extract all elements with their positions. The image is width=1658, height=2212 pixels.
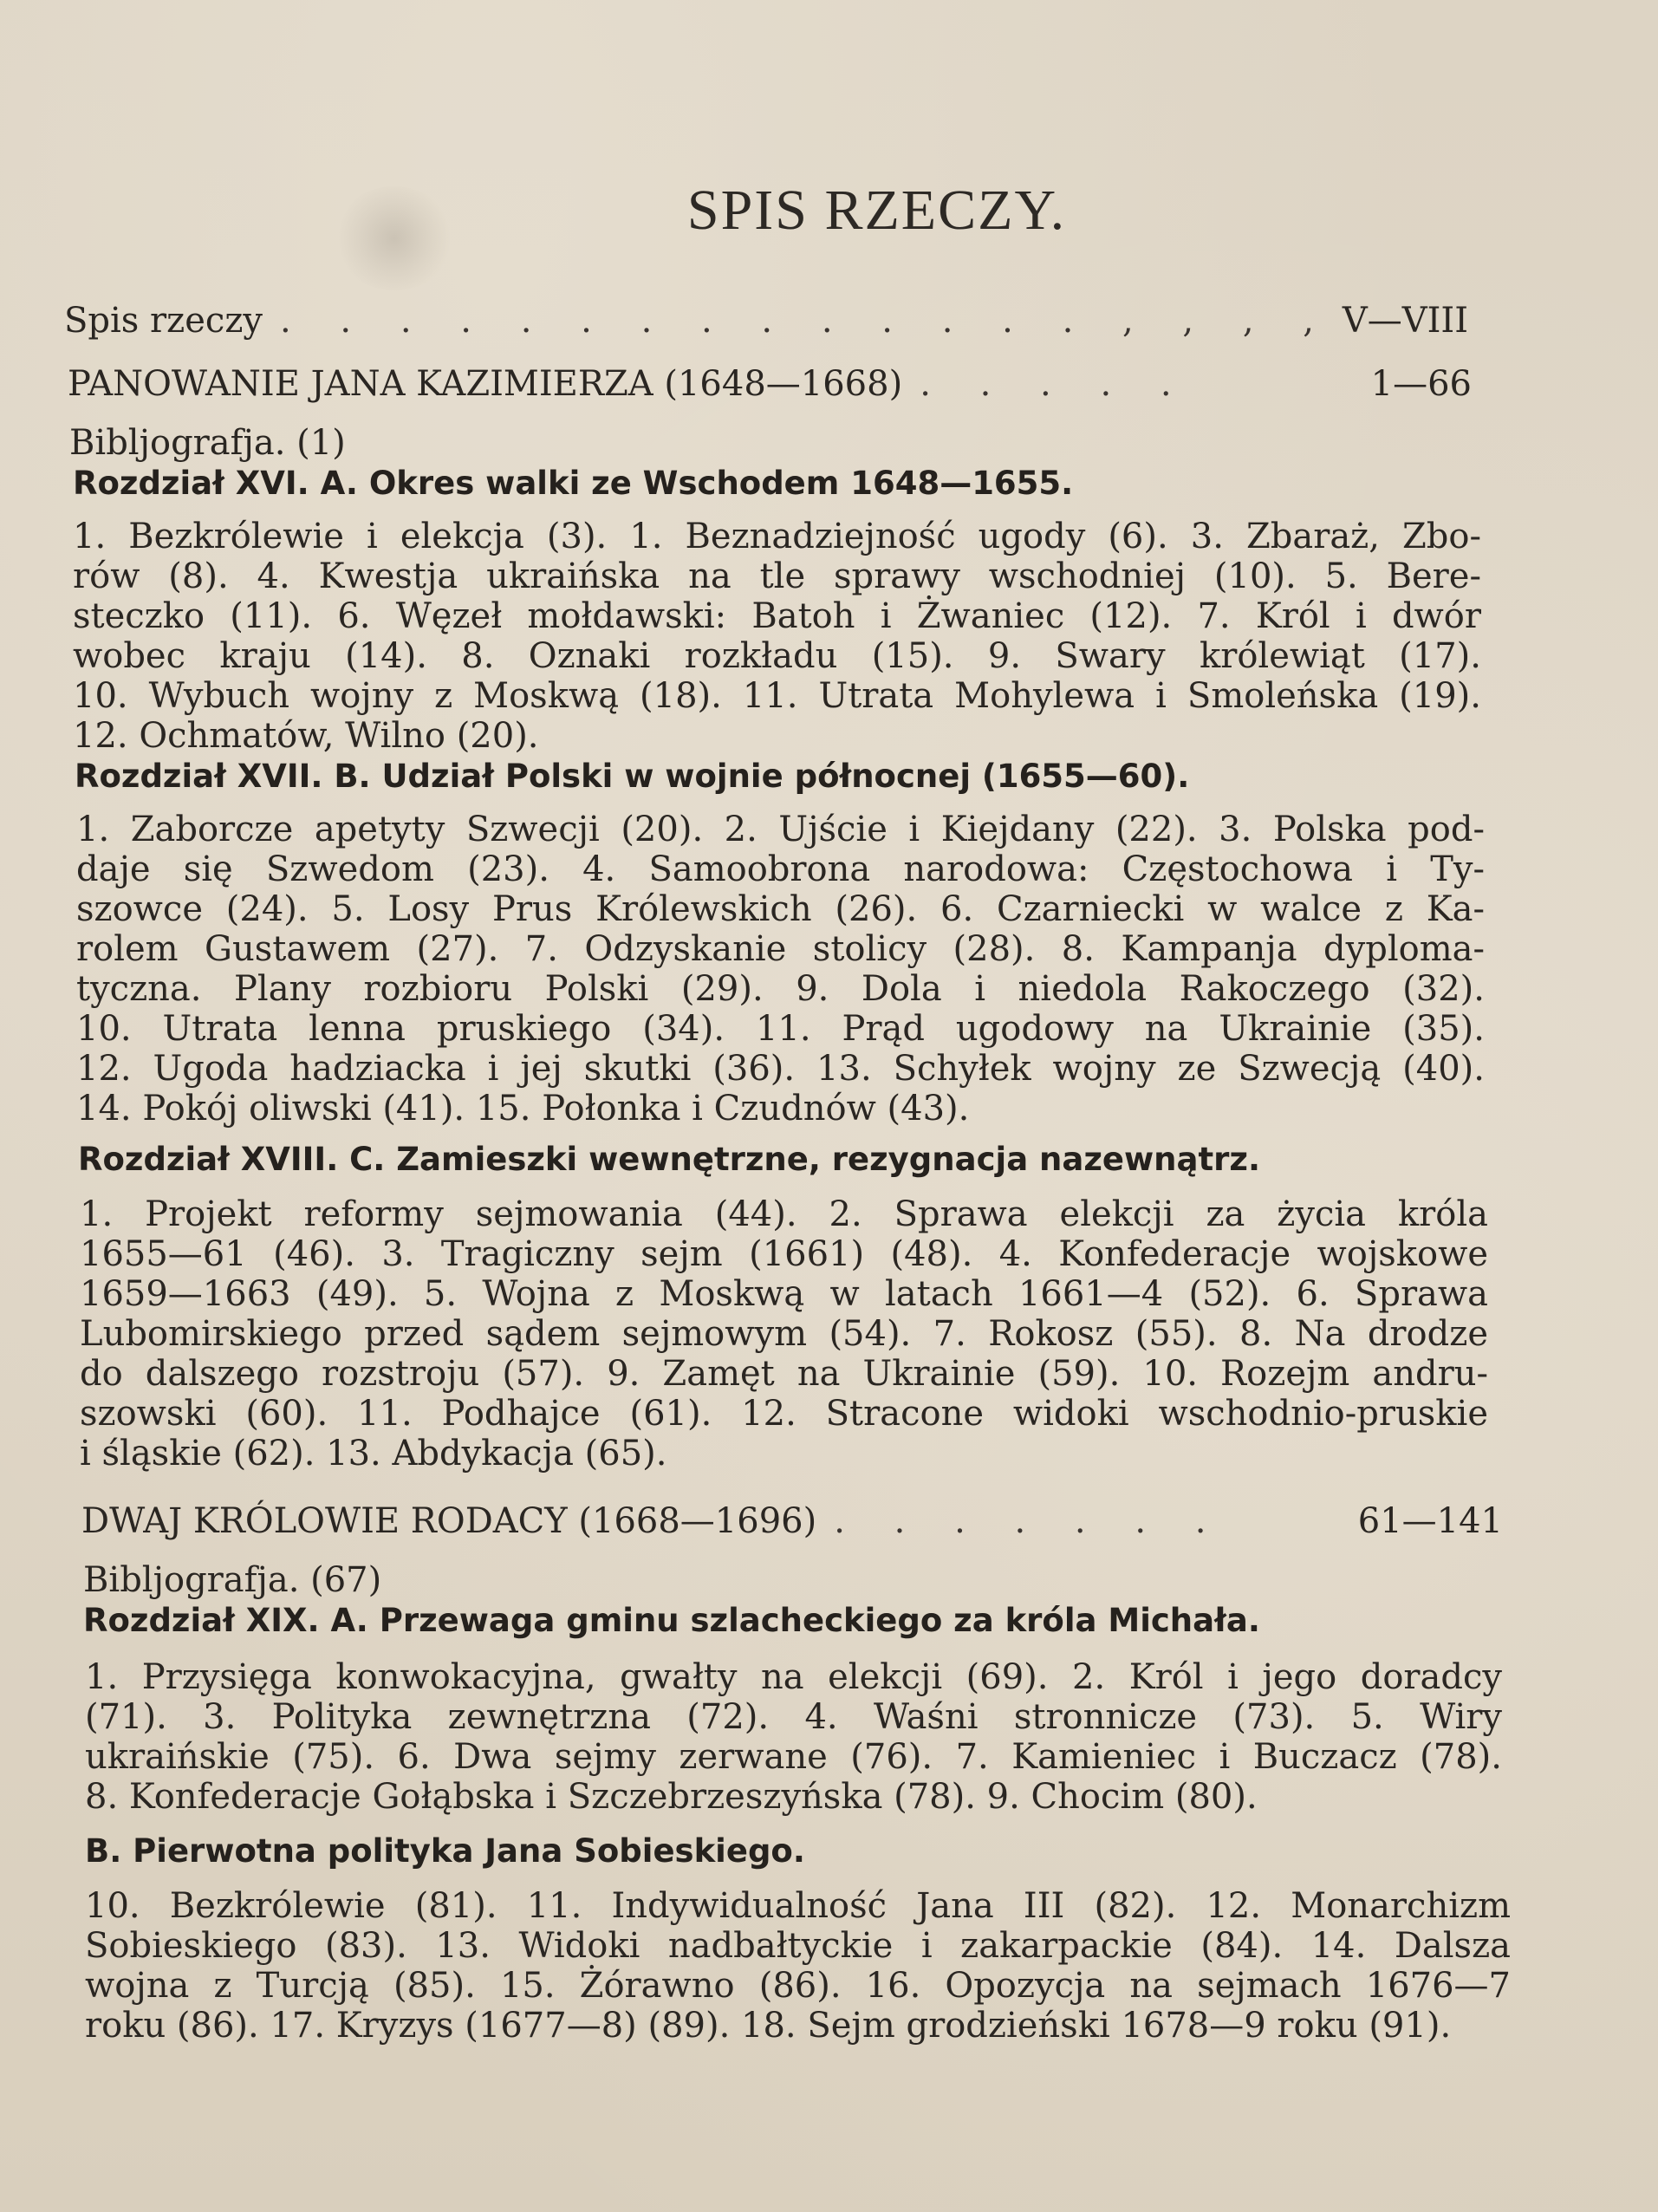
toc-entry-pages: V—VIII [1342,301,1468,341]
contents-line: roku (86). 17. Kryzys (1677—8) (89). 18. Sejm grodzieński 1678—9 roku (91). [85,2006,1452,2046]
toc-entry-label: PANOWANIE JANA KAZIMIERZA (1648—1668) [68,364,903,404]
toc-entry-spis [64,301,1468,341]
contents-line: 8. Konfederacje Gołąbska i Szczebrzeszyńska (78). 9. Chocim (80). [85,1777,1258,1817]
contents-line: wobec kraju (14). 8. Oznaki rozkładu (15). 9. Swary królewiąt (17). [73,636,1481,676]
contents-line: 12. Ugoda hadziacka i jej skutki (36). 13. Schyłek wojny ze Szwecją (40). [76,1049,1485,1089]
toc-entry-part2 [81,1501,1503,1541]
contents-line: 1. Projekt reformy sejmowania (44). 2. Sprawa elekcji za życia króla [80,1194,1488,1234]
section-heading-b: B. Pierwotna polityka Jana Sobieskiego. [85,1832,805,1870]
toc-entry-part1 [68,364,1472,404]
contents-line: 1659—1663 (49). 5. Wojna z Moskwą w latach 1661—4 (52). 6. Sprawa [80,1274,1488,1314]
toc-entry-pages: 1—66 [1370,364,1472,404]
toc-leader-dots: . . . . . . . [834,1501,1226,1541]
contents-line: 14. Pokój oliwski (41). 15. Połonka i Czudnów (43). [76,1089,970,1129]
contents-line: wojna z Turcją (85). 15. Żórawno (86). 16. Opozycja na sejmach 1676—7 [85,1966,1511,2006]
contents-line: i śląskie (62). 13. Abdykacja (65). [80,1434,667,1474]
toc-leader-dots: . . . . . . . . . . . . . . , , , , [279,301,1334,341]
contents-line: (71). 3. Polityka zewnętrzna (72). 4. Waśni stronnicze (73). 5. Wiry [85,1697,1502,1737]
toc-entry-label: DWAJ KRÓLOWIE RODACY (1668—1696) [81,1501,817,1541]
section-contents-b [85,1886,1511,2046]
chapter-contents-xvii [76,810,1485,1129]
page-title: SPIS RZECZY. [686,179,1067,242]
contents-line: 1. Zaborcze apetyty Szwecji (20). 2. Ujście i Kiejdany (22). 3. Polska pod- [76,810,1485,849]
contents-line: 1. Przysięga konwokacyjna, gwałty na elekcji (69). 2. Król i jego doradcy [85,1657,1502,1697]
bibliography-part1: Bibljografja. (1) [69,423,346,463]
contents-line: Sobieskiego (83). 13. Widoki nadbałtyckie i zakarpackie (84). 14. Dalsza [85,1926,1511,1966]
contents-line: do dalszego rozstroju (57). 9. Zamęt na Ukrainie (59). 10. Rozejm andru- [80,1354,1488,1394]
contents-line: daje się Szwedom (23). 4. Samoobrona narodowa: Częstochowa i Ty- [76,849,1485,889]
contents-line: 10. Wybuch wojny z Moskwą (18). 11. Utrata Mohylewa i Smoleńska (19). [73,676,1481,716]
contents-line: tyczna. Plany rozbioru Polski (29). 9. Dola i niedola Rakoczego (32). [76,969,1485,1009]
chapter-contents-xvi [73,517,1481,756]
chapter-contents-xix [85,1657,1502,1817]
contents-line: szowski (60). 11. Podhajce (61). 12. Stracone widoki wschodnio-pruskie [80,1394,1488,1434]
contents-line: rolem Gustawem (27). 7. Odzyskanie stolicy (28). 8. Kampanja dyploma- [76,929,1485,969]
toc-entry-label: Spis rzeczy [64,301,263,341]
contents-line: 12. Ochmatów, Wilno (20). [73,716,539,756]
chapter-contents-xviii [80,1194,1488,1474]
chapter-heading-xvi: Rozdział XVI. A. Okres walki ze Wschodem 1648—1655. [73,465,1074,502]
chapter-heading-xvii: Rozdział XVII. B. Udział Polski w wojnie północnej (1655—60). [75,758,1190,795]
toc-entry-pages: 61—141 [1357,1501,1503,1541]
toc-leader-dots: . . . . . [920,364,1191,404]
contents-line: ukraińskie (75). 6. Dwa sejmy zerwane (76). 7. Kamieniec i Buczacz (78). [85,1737,1502,1777]
chapter-heading-xix: Rozdział XIX. A. Przewaga gminu szlacheckiego za króla Michała. [83,1602,1260,1639]
contents-line: steczko (11). 6. Węzeł mołdawski: Batoh i Żwaniec (12). 7. Król i dwór [73,596,1481,636]
chapter-heading-xviii: Rozdział XVIII. C. Zamieszki wewnętrzne, rezygnacja nazewnątrz. [78,1141,1261,1178]
contents-line: 10. Bezkrólewie (81). 11. Indywidualność Jana III (82). 12. Monarchizm [85,1886,1511,1926]
bibliography-part2: Bibljografja. (67) [83,1560,382,1600]
contents-line: 1655—61 (46). 3. Tragiczny sejm (1661) (48). 4. Konfederacje wojskowe [80,1234,1488,1274]
contents-line: rów (8). 4. Kwestja ukraińska na tle sprawy wschodniej (10). 5. Bere- [73,556,1481,596]
contents-line: Lubomirskiego przed sądem sejmowym (54). 7. Rokosz (55). 8. Na drodze [80,1314,1488,1354]
contents-line: 1. Bezkrólewie i elekcja (3). 1. Beznadziejność ugody (6). 3. Zbaraż, Zbo- [73,517,1481,556]
contents-line: szowce (24). 5. Losy Prus Królewskich (26). 6. Czarniecki w walce z Ka- [76,889,1485,929]
contents-line: 10. Utrata lenna pruskiego (34). 11. Prąd ugodowy na Ukrainie (35). [76,1009,1485,1049]
